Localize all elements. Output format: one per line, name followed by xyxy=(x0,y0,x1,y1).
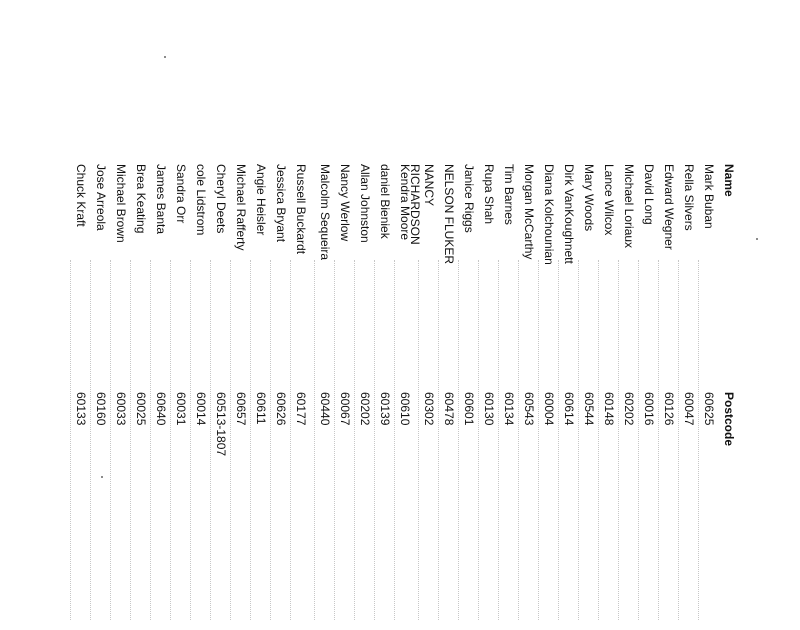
name-cell: James Banta xyxy=(154,164,168,235)
table-row xyxy=(516,160,536,630)
name-cell: Russell Buckardt xyxy=(294,164,308,255)
table-row xyxy=(188,160,208,630)
name-cell: Nancy Werlow xyxy=(338,164,352,242)
name-cell: NELSON FLUKER xyxy=(442,164,456,265)
row-dotted-rule xyxy=(190,260,191,620)
table-row xyxy=(696,160,716,630)
postcode-cell: 60440 xyxy=(318,392,332,426)
postcode-cell: 60626 xyxy=(274,392,288,426)
table-row xyxy=(636,160,656,630)
postcode-cell: 60202 xyxy=(358,392,372,426)
postcode-cell: 60033 xyxy=(114,392,128,426)
table-row xyxy=(148,160,168,630)
row-dotted-rule xyxy=(90,260,91,620)
row-dotted-rule xyxy=(698,260,699,620)
name-cell: Jose Arreola xyxy=(94,164,108,231)
table-row xyxy=(408,160,436,630)
table-row xyxy=(456,160,476,630)
row-dotted-rule xyxy=(458,260,459,620)
table-row xyxy=(616,160,636,630)
name-cell: Allan Johnston xyxy=(358,164,372,243)
row-dotted-rule xyxy=(250,260,251,620)
postcode-cell: 60126 xyxy=(662,392,676,426)
postcode-cell: 60047 xyxy=(682,392,696,426)
name-cell: Jessica Bryant xyxy=(274,164,288,243)
table-row xyxy=(248,160,268,630)
name-cell: Michael Rafferty xyxy=(234,164,248,251)
postcode-cell: 60160 xyxy=(94,392,108,426)
table-row xyxy=(228,160,248,630)
postcode-cell: 60134 xyxy=(502,392,516,426)
name-cell: Tim Barnes xyxy=(502,164,516,225)
row-dotted-rule xyxy=(354,260,355,620)
name-cell: David Long xyxy=(642,164,656,225)
scan-speck xyxy=(164,56,166,58)
row-dotted-rule xyxy=(498,260,499,620)
row-dotted-rule xyxy=(70,260,71,620)
name-cell: Angie Heisler xyxy=(254,164,268,236)
postcode-cell: 60031 xyxy=(174,392,188,426)
row-dotted-rule xyxy=(110,260,111,620)
scan-speck xyxy=(101,476,103,478)
postcode-cell: 60543 xyxy=(522,392,536,426)
postcode-cell: 60610 xyxy=(398,392,412,426)
table-row xyxy=(68,160,88,630)
postcode-cell: 60139 xyxy=(378,392,392,426)
table-row xyxy=(352,160,372,630)
postcode-cell: 60148 xyxy=(602,392,616,426)
name-cell: Cheryl Deets xyxy=(214,164,228,234)
postcode-cell: 60004 xyxy=(542,392,556,426)
table-row xyxy=(496,160,516,630)
row-dotted-rule xyxy=(618,260,619,620)
postcode-header: Postcode xyxy=(722,392,736,447)
table-row xyxy=(208,160,228,630)
table-row xyxy=(436,160,456,630)
postcode-cell: 60611 xyxy=(254,392,268,425)
row-dotted-rule xyxy=(558,260,559,620)
name-cell: Dirk VanKoughnett xyxy=(562,164,576,264)
table-row xyxy=(676,160,696,630)
postcode-cell: 60544 xyxy=(582,392,596,426)
name-cell: Morgan McCarthy xyxy=(522,164,536,260)
table-row xyxy=(556,160,576,630)
name-cell: Edward Wegner xyxy=(662,164,676,250)
table-row xyxy=(108,160,128,630)
row-dotted-rule xyxy=(314,260,315,620)
postcode-cell: 60130 xyxy=(482,392,496,426)
table-row xyxy=(332,160,352,630)
table-row xyxy=(288,160,308,630)
postcode-cell: 60640 xyxy=(154,392,168,426)
name-cell: cole Lidstrom xyxy=(194,164,208,236)
name-cell: Janice Riggs xyxy=(462,164,476,233)
row-dotted-rule xyxy=(658,260,659,620)
postcode-cell: 60625 xyxy=(702,392,716,426)
postcode-cell: 60133 xyxy=(74,392,88,426)
postcode-cell: 60478 xyxy=(442,392,456,426)
row-dotted-rule xyxy=(374,260,375,620)
row-dotted-rule xyxy=(518,260,519,620)
postcode-cell: 60202 xyxy=(622,392,636,426)
postcode-cell: 60016 xyxy=(642,392,656,426)
row-dotted-rule xyxy=(170,260,171,620)
name-cell: Mark Buban xyxy=(702,164,716,229)
postcode-cell: 60067 xyxy=(338,392,352,426)
row-dotted-rule xyxy=(334,260,335,620)
name-cell: Kendra Moore xyxy=(398,164,412,241)
postcode-cell: 60014 xyxy=(194,392,208,426)
row-dotted-rule xyxy=(210,260,211,620)
table-row xyxy=(372,160,392,630)
postcode-cell: 60657 xyxy=(234,392,248,426)
row-dotted-rule xyxy=(638,260,639,620)
postcode-cell: 60513-1807 xyxy=(214,392,228,457)
name-cell: NANCY RICHARDSON xyxy=(408,164,436,245)
name-cell: Mary Woods xyxy=(582,164,596,232)
row-dotted-rule xyxy=(150,260,151,620)
table-row xyxy=(656,160,676,630)
row-dotted-rule xyxy=(538,260,539,620)
table-row xyxy=(312,160,332,630)
table-row xyxy=(536,160,556,630)
name-cell: Malcolm Sequeira xyxy=(318,164,332,261)
postcode-cell: 60614 xyxy=(562,392,576,426)
table-row xyxy=(168,160,188,630)
postcode-cell: 60601 xyxy=(462,392,476,426)
name-cell: Chuck Kraft xyxy=(74,164,88,227)
row-dotted-rule xyxy=(394,260,395,620)
name-header: Name xyxy=(722,164,736,197)
row-dotted-rule xyxy=(598,260,599,620)
scan-speck xyxy=(756,238,758,240)
name-cell: Rupa Shah xyxy=(482,164,496,225)
postcode-cell: 60177 xyxy=(294,392,308,426)
row-dotted-rule xyxy=(230,260,231,620)
postcode-cell: 60025 xyxy=(134,392,148,426)
row-dotted-rule xyxy=(290,260,291,620)
table-row xyxy=(596,160,616,630)
row-dotted-rule xyxy=(270,260,271,620)
row-dotted-rule xyxy=(578,260,579,620)
table-row xyxy=(392,160,412,630)
name-cell: Sandra Orr xyxy=(174,164,188,224)
rotated-table xyxy=(36,160,736,630)
row-dotted-rule xyxy=(478,260,479,620)
name-cell: Michael Loriaux xyxy=(622,164,636,249)
row-dotted-rule xyxy=(438,260,439,620)
name-cell: Rella Silvers xyxy=(682,164,696,231)
table-row xyxy=(576,160,596,630)
row-dotted-rule xyxy=(678,260,679,620)
name-cell: Lance Wilcox xyxy=(602,164,616,236)
name-cell: Michael Brown xyxy=(114,164,128,243)
name-cell: daniel Bieniek xyxy=(378,164,392,239)
name-cell: Diana Kolchounian xyxy=(542,164,556,265)
postcode-cell: 60302 xyxy=(422,392,436,426)
table-row xyxy=(476,160,496,630)
row-dotted-rule xyxy=(130,260,131,620)
table-row xyxy=(128,160,148,630)
table-row xyxy=(268,160,288,630)
name-cell: Brea Keating xyxy=(134,164,148,234)
table-row xyxy=(88,160,108,630)
